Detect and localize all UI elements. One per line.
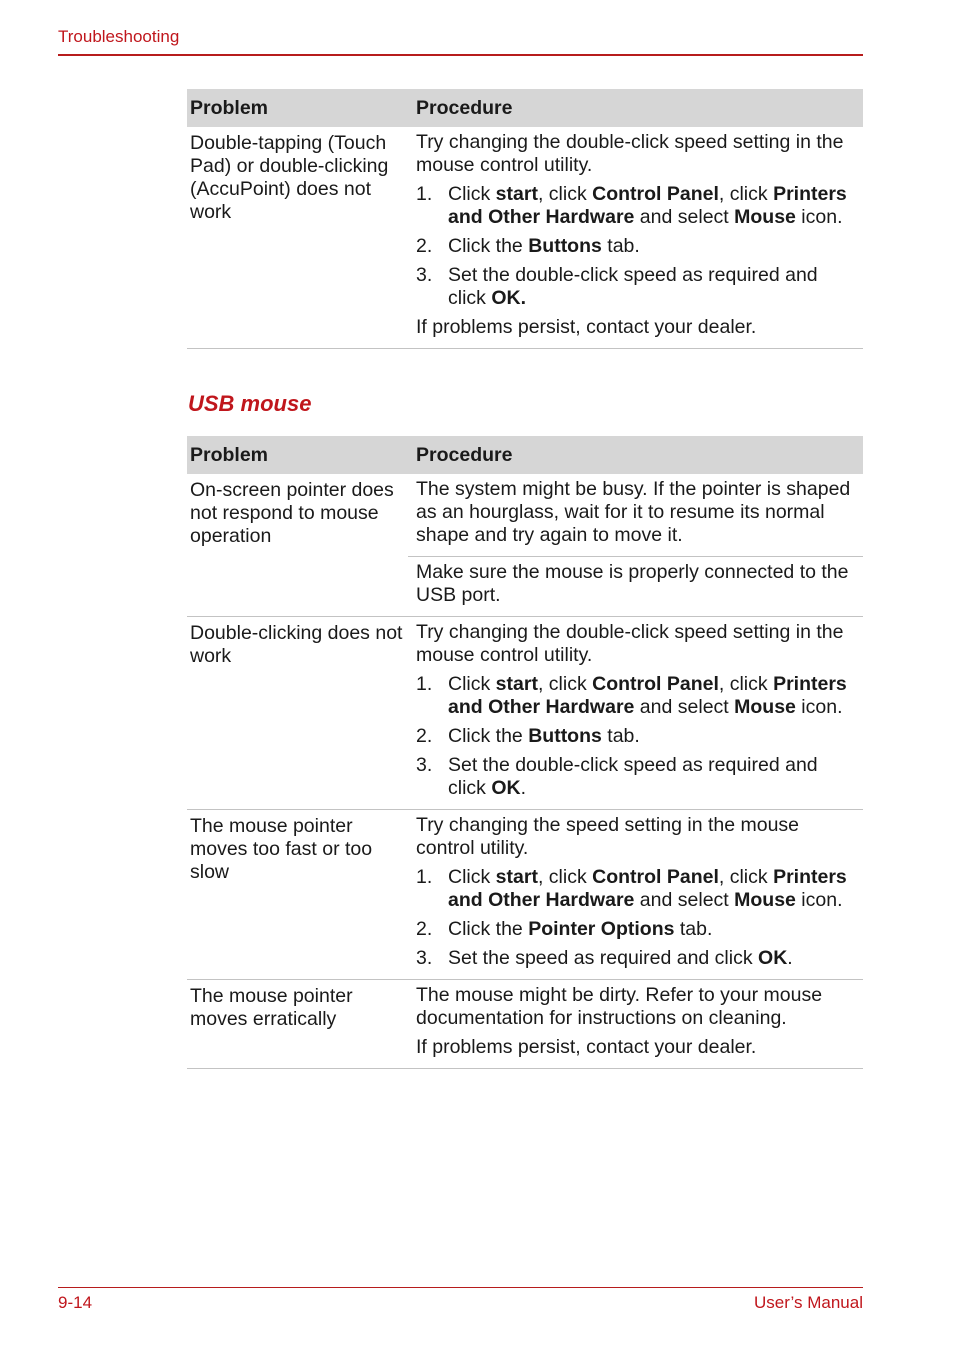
step-text-run: Click [448, 866, 496, 888]
step-text-run: tab. [674, 918, 713, 940]
step-number: 1. [416, 183, 433, 205]
table-row [187, 474, 863, 557]
step-text-run: , click [718, 866, 774, 888]
header-divider [58, 54, 863, 56]
step-text [448, 725, 860, 748]
step-text-run: , click [718, 673, 774, 695]
step-text [448, 947, 860, 970]
step-text-run: icon. [795, 206, 843, 228]
step-ui-term: Control Panel [592, 183, 719, 205]
procedure-paragraph: If problems persist, contact your dealer. [416, 1036, 757, 1058]
table-row [187, 980, 863, 1069]
column-header-procedure: Procedure [408, 89, 863, 127]
procedure-paragraph: Try changing the speed setting in the mouse control utility. [416, 814, 800, 859]
step-text-run: Click the [448, 725, 529, 747]
step-text [448, 264, 860, 310]
step-ui-term: Control Panel [592, 866, 719, 888]
step-text-run: icon. [795, 696, 843, 718]
step-ui-term: Pointer Options [528, 918, 675, 940]
section-title-usb-mouse: USB mouse [188, 391, 312, 416]
procedure-step [416, 183, 860, 229]
step-text [448, 754, 860, 800]
step-number: 1. [416, 866, 433, 888]
step-number: 2. [416, 918, 433, 940]
manual-name: User’s Manual [754, 1293, 863, 1312]
column-header-problem: Problem [187, 436, 408, 474]
step-text [448, 673, 860, 719]
procedure-cell [408, 127, 863, 349]
procedure-step [416, 947, 860, 970]
procedure-cell [408, 980, 863, 1069]
step-text-run: and select [634, 696, 735, 718]
step-text-run: Set the double-click speed as required and click [448, 264, 818, 309]
step-text-run: , click [718, 183, 774, 205]
step-text-run: . [787, 947, 793, 969]
table-header-row [187, 436, 863, 474]
procedure-paragraph: Make sure the mouse is properly connected to the USB port. [416, 561, 849, 606]
step-text-run: Set the speed as required and click [448, 947, 759, 969]
procedure-paragraph: The mouse might be dirty. Refer to your mouse documentation for instructions on cleaning. [416, 984, 823, 1029]
step-ui-term: Printers and Other Hardware [448, 183, 847, 228]
step-text-run: , click [537, 673, 593, 695]
step-ui-term: start [495, 866, 538, 888]
step-ui-term: OK [758, 947, 788, 969]
step-text-run: Click the [448, 918, 529, 940]
step-text-run: Set the double-click speed as required and click [448, 754, 818, 799]
procedure-steps [416, 673, 860, 800]
step-ui-term: Control Panel [592, 673, 719, 695]
procedure-paragraph: Try changing the double-click speed setting in the mouse control utility. [416, 621, 844, 666]
step-ui-term: Buttons [528, 725, 602, 747]
step-number: 3. [416, 264, 433, 286]
step-text-run: tab. [601, 725, 640, 747]
step-text-run: Click the [448, 235, 529, 257]
procedure-cell [408, 810, 863, 980]
table-row [187, 127, 863, 349]
table-row [187, 810, 863, 980]
step-text [448, 866, 860, 912]
step-text-run: . [520, 777, 527, 799]
troubleshooting-table-touchpad [187, 89, 863, 349]
column-header-procedure: Procedure [408, 436, 863, 474]
procedure-step [416, 264, 860, 310]
step-ui-term: OK. [491, 287, 527, 309]
procedure-steps [416, 866, 860, 970]
step-ui-term: Mouse [734, 696, 796, 718]
step-ui-term: Mouse [734, 889, 796, 911]
step-number: 3. [416, 947, 433, 969]
procedure-step [416, 754, 860, 800]
problem-cell: Double-tapping (Touch Pad) or double-clicking (AccuPoint) does not work [187, 127, 408, 349]
step-number: 1. [416, 673, 433, 695]
problem-cell: The mouse pointer moves too fast or too slow [187, 810, 408, 980]
step-ui-term: Buttons [528, 235, 602, 257]
step-text-run: Click [448, 183, 496, 205]
procedure-cell [408, 617, 863, 810]
problem-cell: On-screen pointer does not respond to mouse operation [187, 474, 408, 617]
step-text [448, 235, 860, 258]
step-text [448, 183, 860, 229]
procedure-cell [408, 474, 863, 557]
problem-cell: The mouse pointer moves erratically [187, 980, 408, 1069]
procedure-paragraph: Try changing the double-click speed setting in the mouse control utility. [416, 131, 844, 176]
column-header-problem: Problem [187, 89, 408, 127]
step-ui-term: start [495, 183, 538, 205]
procedure-step [416, 725, 860, 748]
page-number: 9-14 [58, 1293, 93, 1312]
step-text-run: , click [537, 866, 593, 888]
step-text-run: and select [634, 206, 735, 228]
troubleshooting-table-usb-mouse [187, 436, 863, 1069]
table-row [187, 617, 863, 810]
footer-divider [58, 1287, 863, 1288]
procedure-step [416, 866, 860, 912]
step-text-run: and select [634, 889, 735, 911]
step-number: 2. [416, 725, 433, 747]
procedure-step [416, 673, 860, 719]
procedure-step [416, 235, 860, 258]
running-head-title: Troubleshooting [58, 27, 180, 46]
procedure-step [416, 918, 860, 941]
procedure-steps [416, 183, 860, 310]
step-text-run: Click [448, 673, 496, 695]
step-text-run: icon. [795, 889, 843, 911]
step-ui-term: Printers and Other Hardware [448, 673, 847, 718]
step-number: 3. [416, 754, 433, 776]
step-text [448, 918, 860, 941]
problem-cell: Double-clicking does not work [187, 617, 408, 810]
step-ui-term: Printers and Other Hardware [448, 866, 847, 911]
step-ui-term: start [495, 673, 538, 695]
step-number: 2. [416, 235, 433, 257]
step-ui-term: Mouse [734, 206, 796, 228]
table-header-row [187, 89, 863, 127]
step-text-run: tab. [601, 235, 640, 257]
procedure-paragraph: If problems persist, contact your dealer. [416, 316, 757, 338]
step-ui-term: OK [491, 777, 521, 799]
step-text-run: , click [537, 183, 593, 205]
procedure-cell [408, 557, 863, 617]
procedure-paragraph: The system might be busy. If the pointer is shaped as an hourglass, wait for it to resume its normal shape and try again to move it. [416, 478, 851, 546]
